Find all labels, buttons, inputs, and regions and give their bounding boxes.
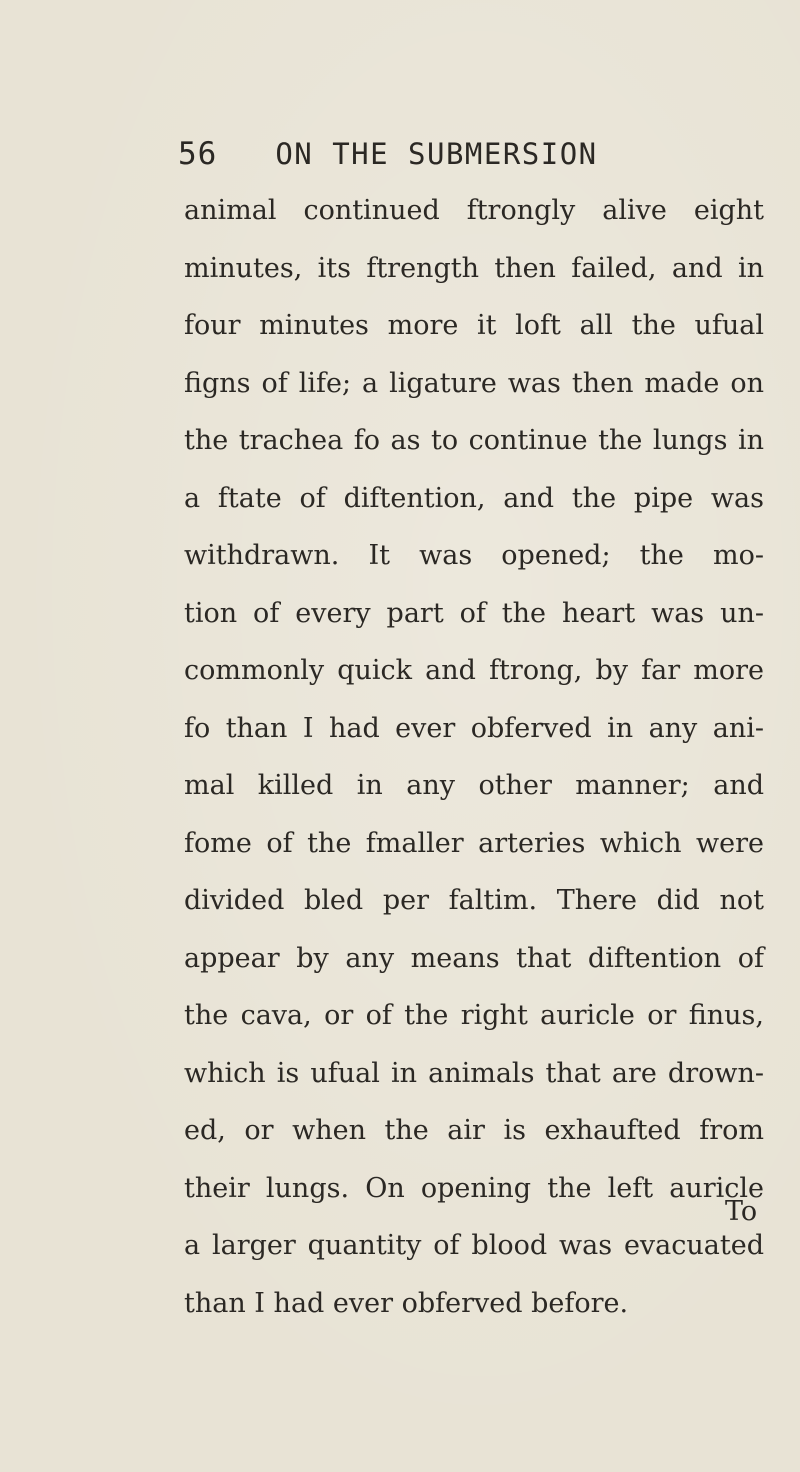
text-line: withdrawn. It was opened; the mo- [184,540,764,571]
text-line: mal killed in any other manner; and [184,770,764,801]
text-line: tion of every part of the heart was un- [184,597,764,629]
text-line: their lungs. On opening the left auricle [184,1172,764,1204]
page-number: 56 [178,136,218,172]
text-line: fome of the fmaller arteries which were [184,827,764,859]
text-line: a larger quantity of blood was evacuated [184,1230,764,1261]
text-line: figns of life; a ligature was then made on [184,367,764,399]
text-line: the cava, or of the right auricle or finus, [184,1000,764,1031]
text-line: commonly quick and ftrong, by far more [184,655,764,686]
text-line: ed, or when the air is exhaufted from [184,1115,764,1146]
text-line: than I had ever obferved before. [184,1287,629,1319]
running-head [178,136,738,180]
text-line: animal continued ftrongly alive eight [184,195,764,226]
text-line: the trachea fo as to continue the lungs in [184,425,764,456]
running-title: ON THE SUBMERSION [275,137,598,171]
text-line: four minutes more it loft all the ufual [184,310,764,341]
text-line: which is ufual in animals that are drown- [184,1057,764,1089]
catchword: To [725,1196,758,1227]
text-line: minutes, its ftrength then failed, and in [184,252,764,284]
text-line: appear by any means that diftention of [184,942,764,974]
text-line: divided bled per faltim. There did not [184,885,764,916]
text-line: fo than I had ever obferved in any ani- [184,712,764,744]
text-line: a ftate of diftention, and the pipe was [184,482,764,514]
body-text [184,182,764,1332]
